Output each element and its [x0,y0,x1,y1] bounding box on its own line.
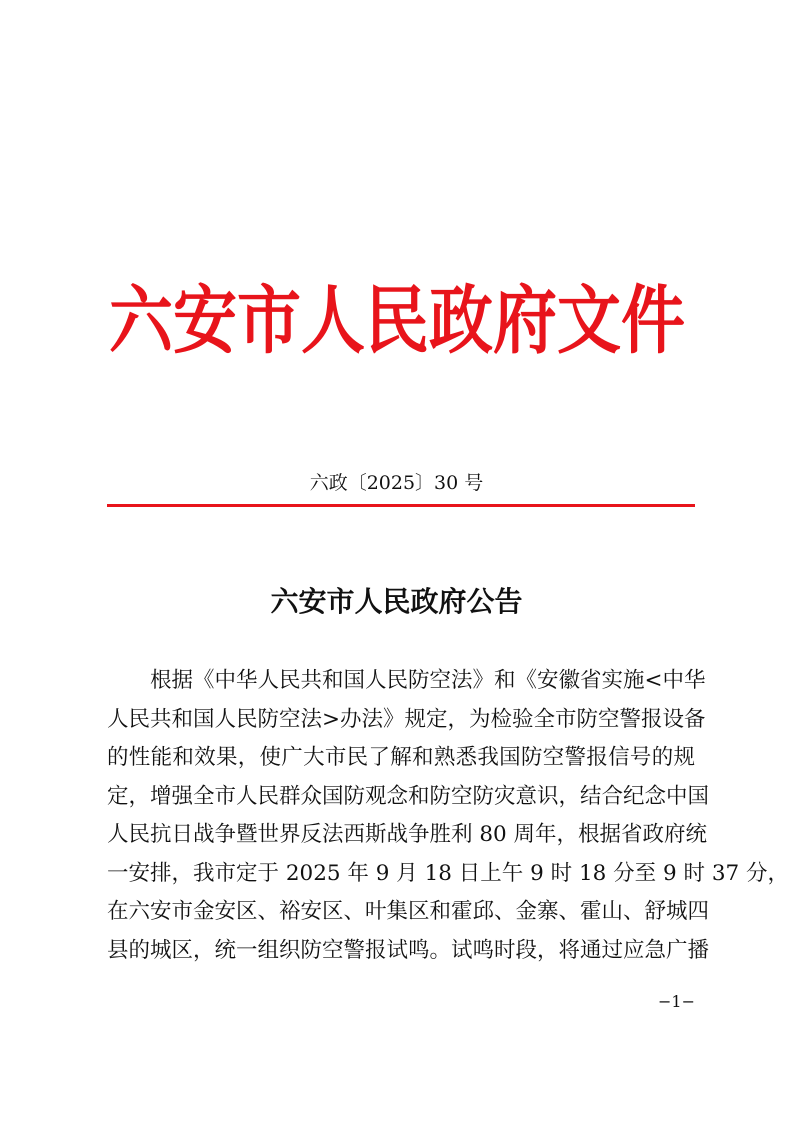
body-line: 在六安市金安区、裕安区、叶集区和霍邱、金寨、霍山、舒城四 [107,899,710,924]
announcement-title: 六安市人民政府公告 [270,585,523,618]
body-text [107,662,790,970]
body-line: 县的城区，统一组织防空警报试鸣。试鸣时段，将通过应急广播 [107,937,710,963]
body-line: 人民共和国人民防空法>办法》规定，为检验全市防空警报设备 [107,706,706,732]
masthead-title: 六安市人民政府文件 [109,279,685,365]
body-line: 人民抗日战争暨世界反法西斯战争胜利 80 周年，根据省政府统 [107,822,708,847]
body-line: 的性能和效果，使广大市民了解和熟悉我国防空警报信号的规 [107,745,695,770]
body-line: 一安排，我市定于 2025 年 9 月 18 日上午 9 时 18 分至 9 时 37 分， [107,860,790,886]
body-line: 根据《中华人民共和国人民防空法》和《安徽省实施<中华 [150,668,706,693]
document-number: 六政〔2025〕30 号 [309,472,484,494]
red-divider-line [107,504,695,507]
page-number: −1− [658,992,695,1011]
body-line: 定，增强全市人民群众国防观念和防空防灾意识，结合纪念中国 [107,783,710,809]
